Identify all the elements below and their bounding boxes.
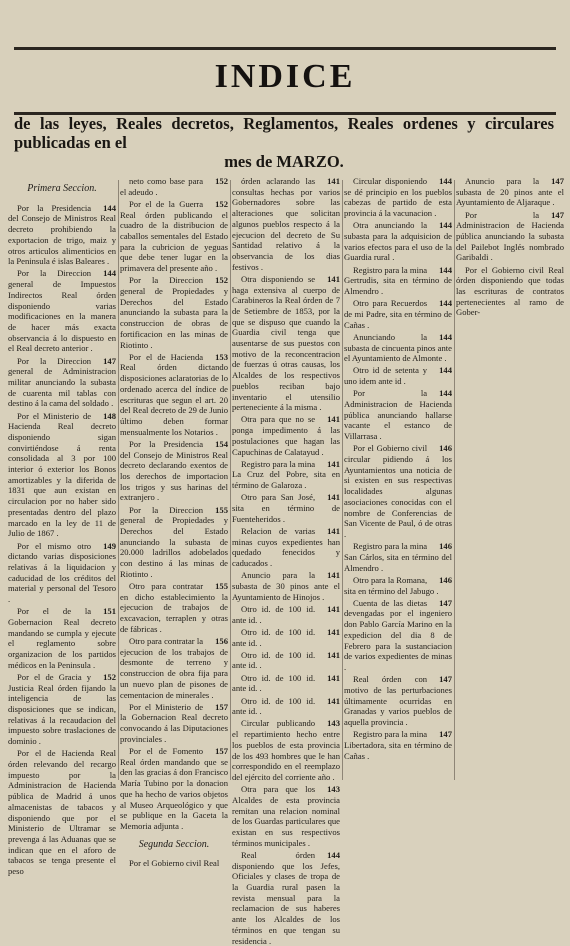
index-entry-text: Por el Gobierno civil Real xyxy=(129,858,220,869)
index-column-4 xyxy=(344,176,452,796)
column-divider xyxy=(230,180,231,780)
index-entry-page: 153 xyxy=(215,351,228,362)
index-entry-text: Registro para la mina San Cárlos, sita en término del Almendro . xyxy=(344,541,452,573)
index-entry-text: Por la Direccion general de Impuestos Indirectos Real órden disponiendo varias modificaciones en la manera de hacer más exacta observancia á lo dispuesto en el Real decreto anterior . xyxy=(8,268,116,354)
index-entry-text: Otro para contratar la ejecucion de los trabajos de desmonte de terreno y construccion de obra fija para un nuevo plan de pisones de cementacion de minerales . xyxy=(120,636,228,700)
top-rule xyxy=(14,47,556,50)
index-entry xyxy=(344,365,452,386)
index-entry-page: 155 xyxy=(215,581,228,592)
index-entry-text: Por la Presidencia del Consejo de Ministros Real decreto prohibiendo la exportacion de trigo, maiz y otros articulos alimenticios en la Peninsula é islas Baleares . xyxy=(8,202,116,267)
index-entry-page: 144 xyxy=(439,298,452,309)
index-entry-text: Otro para la Romana, sita en término del Jabugo . xyxy=(344,574,439,596)
index-entry xyxy=(344,265,452,297)
index-entry-text: Por el de Hacienda Real órden relevando del recargo impuesto por la Administracion de Hacienda pública de Madrid á unos almacenistas de tabacos y disponiendo que por el Ministerio de Ultramar se prevenga á las Aduanas que se indican que en el aforo de tabacos se tenga presente el peso xyxy=(8,748,116,877)
index-entry-page: 143 xyxy=(327,784,340,795)
column-2-second-section-entries xyxy=(120,858,228,869)
section-heading-segunda: Segunda Seccion. xyxy=(138,838,210,850)
index-entry xyxy=(232,718,340,782)
index-entry-page: 141 xyxy=(327,672,340,683)
index-entry xyxy=(120,439,228,503)
index-entry-page: 147 xyxy=(103,355,116,366)
index-entry xyxy=(232,274,340,413)
subtitle-line-2: mes de MARZO. xyxy=(224,152,344,171)
index-entry-text: Otra para que no se ponga impedimento á las postulaciones que hagan las Capuchinas de Calatayud . xyxy=(232,414,340,457)
index-entry-page: 147 xyxy=(439,597,452,608)
index-entry xyxy=(120,746,228,832)
index-entry xyxy=(232,604,340,625)
column-3-entries xyxy=(232,176,340,946)
index-entry-page: 144 xyxy=(103,268,116,279)
index-entry-text: Registro para la mina La Cruz del Pobre, sita en término de Galaroza . xyxy=(232,458,340,491)
index-entry-page: 141 xyxy=(327,176,340,186)
index-entry xyxy=(456,265,564,319)
index-entry xyxy=(8,606,116,670)
index-entry xyxy=(232,673,340,694)
index-column-1 xyxy=(8,176,116,877)
index-entry-text: Por el Gobierno civil Real órden disponiendo que todas las escrituras de contratos pertenecientes al ramo de Gober- xyxy=(456,264,564,318)
index-entry-page: 141 xyxy=(327,695,340,706)
index-entry-text: Por el mismo otro dictando varias disposiciones relativas á la liquidacion y caducidad de los créditos del material y personal del Tesoro . xyxy=(8,540,116,605)
index-entry-page: 149 xyxy=(103,540,116,551)
index-entry xyxy=(8,411,116,539)
index-entry xyxy=(120,199,228,274)
index-entry xyxy=(232,650,340,671)
index-column-3 xyxy=(232,176,340,946)
index-entry-text: Anuncio para la subasta de 20 pinos ante el Ayuntamiento de Aljaraque . xyxy=(456,176,564,208)
index-entry-text: Por el de Gracia y Justicia Real órden fijando la inteligencia de las disposiciones que se indican, relativas á la recaudacion del impuesto sobre traslaciones de dominio . xyxy=(8,671,116,747)
index-entry-text: Otra disponiendo se haga extensiva al cuerpo de Carabineros la Real órden de 7 de Setiembre de 1853, por la que se dispuso que cuando la Guardia civil tenga que ausentarse de sus puestos con motivo de la reconcentracion de fuerzas ú otras causas, los Alcaldes de los respectivos pueblos reciban bajo inventario el utensilio perteneciente á la misma . xyxy=(232,273,340,413)
index-entry xyxy=(232,414,340,457)
index-entry-page: 141 xyxy=(327,626,340,637)
index-entry-page: 143 xyxy=(327,718,340,729)
index-entry-page: 144 xyxy=(439,388,452,399)
index-entry-text: Por la Presidencia del Consejo de Ministros Real decreto declarando exentos de los derechos de importacion los trigos y sus harinas del extranjero . xyxy=(120,438,228,503)
index-entry-text: Otra para que los Alcaldes de esta provincia remitan una relacion nominal de los Guardas particulares que existan en sus respectivos términos municipales . xyxy=(232,784,340,848)
index-entry-page: 141 xyxy=(327,649,340,660)
index-entry xyxy=(344,388,452,442)
index-entry xyxy=(120,858,228,869)
index-entry-page: 144 xyxy=(439,331,452,342)
index-entry-page: 146 xyxy=(439,541,452,552)
index-columns xyxy=(8,176,564,946)
index-entry-text: órden aclarando las consultas hechas por varios Gobernadores sobre las alteraciones que solicitan algunos pueblos respecto á la ejecucion del decreto de Su Santidad relativo á la observancia de los dias festivos . xyxy=(232,176,340,272)
index-entry-text: Otro id. de 100 id. ante id. . xyxy=(232,649,316,671)
index-entry-text: Por el de la Guerra Real órden publicando el cuadro de la distribucion de caballos sementales del Estado para la cubricion de yeguas que debe tener lugar en la primavera del presente año . xyxy=(120,198,228,274)
index-entry xyxy=(344,443,452,539)
index-entry-text: Por el de Fomento Real órden mandando que se den las gracias á don Francisco María Tubino por la donacion que ha hecho de varios objetos al Museo Arqueológico y que se publique en la Gaceta la Memoria adjunta . xyxy=(120,746,228,831)
index-entry xyxy=(232,696,340,717)
column-4-entries xyxy=(344,176,452,761)
index-entry-text: Por el Gobierno civil circular pidiendo á los Ayuntamientos una noticia de si existen en sus respectivas localidades algunas asociaciones conocidas con el nombre de Conferencias de San Vicente de Paul, ó de otras . xyxy=(344,443,452,539)
index-entry-text: Cuenta de las dietas devengadas por el ingeniero don Pablo García Marino en la expedicion del dia 8 de Febrero para la sustanciacion de varios expedientes de minas . xyxy=(344,597,452,672)
index-entry-page: 155 xyxy=(215,504,228,515)
index-entry-text: Otro para Recuerdos de mi Padre, sita en término de Cañas . xyxy=(344,298,452,330)
index-entry xyxy=(344,298,452,330)
index-entry-text: Circular publicando el repartimiento hecho entre los pueblos de esta provincia de los 493 hombres que le han correspondido en el reemplazo del ejército del corriente año . xyxy=(232,718,340,782)
index-entry xyxy=(120,176,228,197)
column-divider xyxy=(342,180,343,780)
index-entry xyxy=(344,332,452,364)
index-entry-page: 147 xyxy=(439,674,452,685)
index-entry-page: 157 xyxy=(215,746,228,757)
index-entry xyxy=(8,748,116,876)
index-entry-page: 144 xyxy=(439,365,452,376)
index-entry xyxy=(344,541,452,573)
index-entry-page: 144 xyxy=(327,849,340,860)
index-entry-text: Por la Direccion general de Propiedades y Derechos del Estado anunciando la subasta para la construccion de obras de fortificacion en las minas de Riotinto . xyxy=(120,275,228,350)
index-entry-page: 152 xyxy=(215,275,228,286)
index-entry-page: 156 xyxy=(215,636,228,647)
index-entry-page: 151 xyxy=(103,606,116,617)
index-entry-text: Por el de la Gobernacion Real decreto mandando se cumpla y ejecute el reglamento sobre organizacion de los partidos médicos en la Peninsula . xyxy=(8,606,116,670)
index-entry xyxy=(8,541,116,605)
index-entry xyxy=(456,210,564,264)
index-entry-text: Registro para la mina Gertrudis, sita en término de Almendro . xyxy=(344,264,452,297)
index-entry xyxy=(344,176,452,219)
index-entry xyxy=(8,672,116,747)
index-entry xyxy=(456,176,564,208)
index-entry-page: 141 xyxy=(327,570,340,581)
index-entry-page: 141 xyxy=(327,492,340,503)
index-entry-page: 144 xyxy=(439,220,452,231)
index-entry-page: 144 xyxy=(103,202,116,213)
index-entry xyxy=(344,575,452,596)
index-entry-text: neto como base para el adeudo . xyxy=(120,176,204,197)
index-entry xyxy=(232,850,340,946)
index-entry-page: 147 xyxy=(551,176,564,186)
index-entry xyxy=(344,598,452,673)
page-subtitle xyxy=(14,114,554,171)
index-entry-page: 144 xyxy=(439,264,452,275)
index-entry-page: 141 xyxy=(327,458,340,469)
subtitle-line-1: de las leyes, Reales decretos, Reglamentos, Reales ordenes y circulares publicadas en el xyxy=(14,114,554,152)
section-heading-primera: Primera Seccion. xyxy=(27,183,97,194)
index-entry xyxy=(120,505,228,580)
index-entry-page: 147 xyxy=(439,729,452,740)
index-entry xyxy=(232,176,340,272)
index-column-5 xyxy=(456,176,564,796)
index-entry-page: 152 xyxy=(103,671,116,682)
index-entry-text: Registro para la mina Libertadora, sita en término de Cañas . xyxy=(344,729,452,761)
index-entry xyxy=(120,702,228,745)
index-entry xyxy=(232,492,340,524)
column-1-entries xyxy=(8,203,116,877)
index-entry-text: Por la Direccion general de Propiedades y Derechos del Estado anunciando la subasta de 20.000 ladrillos adobelados con destino á las minas de Riotinto . xyxy=(120,504,228,579)
index-entry-page: 152 xyxy=(215,198,228,209)
index-entry-text: Anunciando la subasta de cincuenta pinos ante el Ayuntamiento de Almonte . xyxy=(344,331,452,364)
index-entry-page: 141 xyxy=(327,526,340,536)
index-entry-page: 141 xyxy=(327,603,340,614)
index-entry-text: Por el de Hacienda Real órden dictando disposiciones aclaratorias de lo ordenado acerca del índice de escrituras que segun el art. 20 del Real decreto de 29 de Junio último deben formar mensualmente los Notarios . xyxy=(120,351,228,437)
index-entry-page: 157 xyxy=(215,701,228,712)
index-entry-page: 152 xyxy=(215,176,228,186)
index-column-2 xyxy=(120,176,228,869)
index-entry-text: Real órden disponiendo que los Jefes, Oficiales y clases de tropa de la Guardia rural pasen la revista mensual para la reclamacion de sus haberes ante los Alcaldes de los términos en que tengan su residencia . xyxy=(232,849,340,946)
column-divider xyxy=(118,180,119,780)
index-entry xyxy=(232,570,340,602)
index-entry-text: Otro para contratar en dicho establecimiento la ejecucion de trabajos de excavacion, terraplen y otras de fábricas . xyxy=(120,581,228,634)
index-entry-page: 147 xyxy=(551,209,564,220)
index-entry-page: 146 xyxy=(439,574,452,585)
index-entry-text: Relacion de varias minas cuyos expedientes han quedado fenecidos y caducados . xyxy=(232,526,340,569)
index-entry-page: 154 xyxy=(215,438,228,449)
index-entry xyxy=(8,203,116,267)
index-entry-text: Real órden con motivo de las perturbaciones últimamente ocurridas en Granadas y varios pueblos de aquella provincia . xyxy=(344,674,452,727)
page-title: INDICE xyxy=(214,58,356,95)
index-entry-text: Por la Direccion general de Administracion militar anunciando la subasta de cuarenta mil tablas con destino á la cama del soldado . xyxy=(8,355,116,409)
index-entry-text: Por el Ministerio de Hacienda Real decreto disponiendo sigan convirtiéndose á renta consolidada al 3 por 100 interior ó exterior los Bonos amortizables y la diferida de 1831 que aun existan en circulacion por no haber sido presentadas dentro del plazo marcado en la ley de 11 de Julio de 1867 . xyxy=(8,410,116,539)
index-entry-text: Circular disponiendo se dé principio en los pueblos cabezas de partido de esta provincia á la vacunacion . xyxy=(344,176,452,219)
library-watermark xyxy=(330,752,560,792)
index-entry xyxy=(232,784,340,848)
index-entry xyxy=(8,268,116,354)
column-2-entries xyxy=(120,176,228,832)
index-entry-text: Otro id. de 100 id. ante id. . xyxy=(232,626,316,648)
index-entry xyxy=(232,627,340,648)
index-entry xyxy=(120,636,228,700)
index-entry xyxy=(120,352,228,438)
index-entry-page: 141 xyxy=(327,273,340,284)
index-entry-text: Por la Administracion de Hacienda pública anunciando la subasta del Pailebot Inglés nombrado Garibaldi . xyxy=(456,209,564,263)
index-entry xyxy=(344,220,452,263)
index-entry-text: Otro para San José, sita en término de Fuenteheridos . xyxy=(232,492,340,524)
index-entry xyxy=(120,275,228,350)
index-entry xyxy=(344,674,452,728)
index-entry-page: 144 xyxy=(439,176,452,186)
index-entry-text: Por la Administracion de Hacienda pública anunciando hallarse vacante el estanco de Villarrasa . xyxy=(344,388,452,442)
index-entry-text: Otro id. de 100 id. ante id. . xyxy=(232,672,316,694)
index-entry-text: Anuncio para la subasta de 30 pinos ante el Ayuntamiento de Hinojos . xyxy=(232,570,340,602)
index-entry xyxy=(232,459,340,491)
index-entry-page: 148 xyxy=(103,410,116,421)
index-entry xyxy=(120,581,228,635)
index-entry-text: Otra anunciando la subasta para la adquisicion de varios efectos para el uso de la Guardia rural . xyxy=(344,220,452,263)
index-entry-text: Por el Ministerio de la Gobernacion Real decreto convocando á las Diputaciones provinciales . xyxy=(120,701,228,744)
index-entry-page: 141 xyxy=(327,414,340,425)
index-entry xyxy=(232,526,340,569)
index-entry-text: Otro id de setenta y uno idem ante id . xyxy=(344,365,428,387)
index-entry-text: Otro id. de 100 id. ante id. . xyxy=(232,695,316,717)
index-entry xyxy=(8,356,116,410)
column-divider xyxy=(454,180,455,780)
index-entry-page: 146 xyxy=(439,443,452,454)
index-entry-text: Otro id. de 100 id. ante id. . xyxy=(232,603,316,625)
